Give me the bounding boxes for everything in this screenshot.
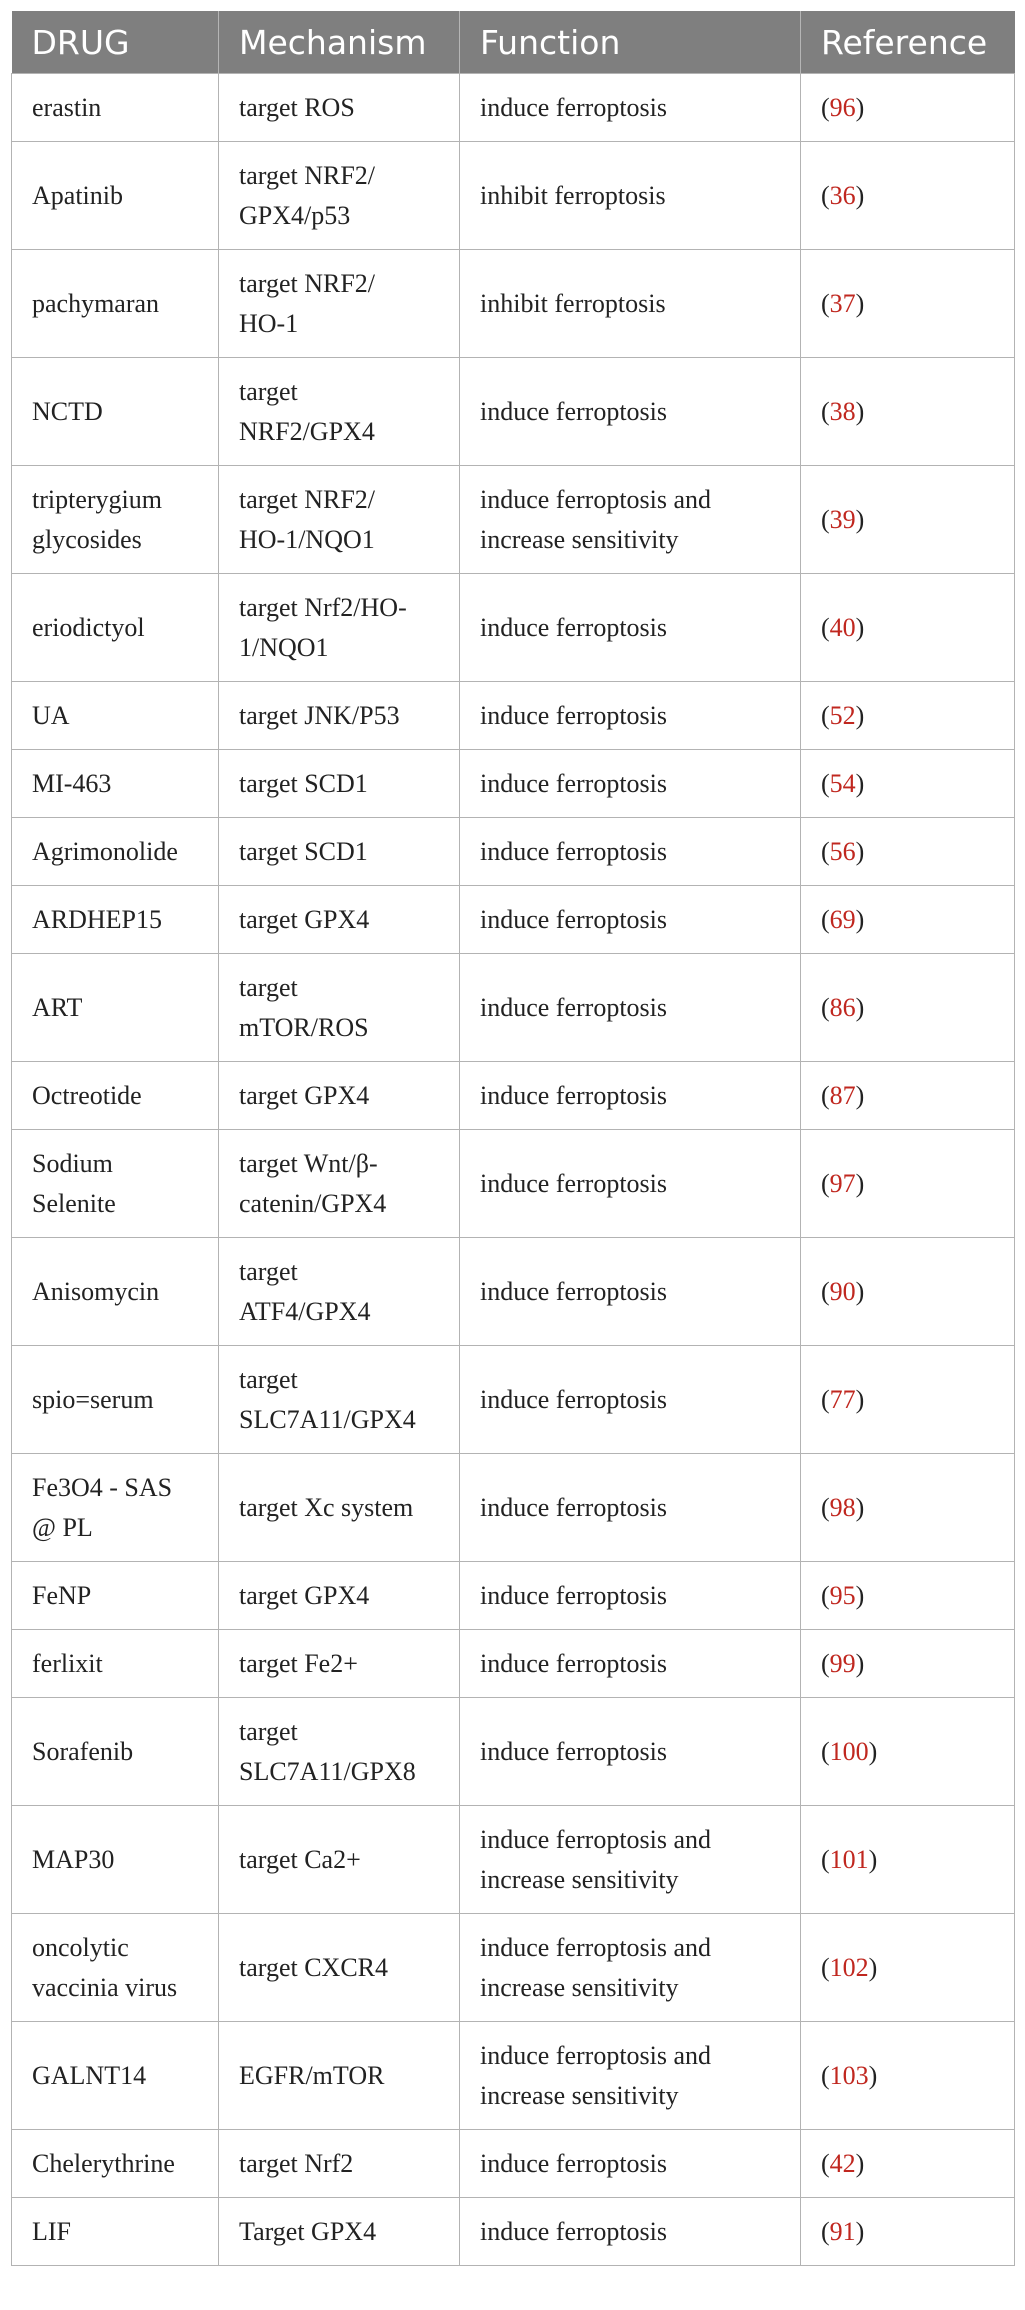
mechanism-cell-text: target Wnt/β- catenin/GPX4 bbox=[239, 1148, 387, 1218]
table-row bbox=[12, 1630, 1015, 1698]
function-cell bbox=[460, 1698, 801, 1806]
function-cell-text: induce ferroptosis bbox=[480, 396, 668, 426]
reference-cell: (101) bbox=[801, 1806, 1015, 1914]
mechanism-cell-text: target ATF4/GPX4 bbox=[239, 1256, 371, 1326]
function-cell bbox=[460, 1454, 801, 1562]
drug-cell bbox=[12, 358, 219, 466]
mechanism-cell bbox=[219, 1698, 460, 1806]
function-cell-text: induce ferroptosis bbox=[480, 700, 668, 730]
table-row bbox=[12, 1454, 1015, 1562]
function-cell bbox=[460, 2022, 801, 2130]
reference-link[interactable]: 40 bbox=[829, 612, 856, 642]
function-cell-text: induce ferroptosis bbox=[480, 1492, 668, 1522]
mechanism-cell bbox=[219, 574, 460, 682]
reference-cell: (90) bbox=[801, 1238, 1015, 1346]
reference-cell: (98) bbox=[801, 1454, 1015, 1562]
function-cell bbox=[460, 1914, 801, 2022]
reference-link[interactable]: 90 bbox=[829, 1276, 856, 1306]
drug-cell bbox=[12, 74, 219, 142]
table-container bbox=[11, 11, 1014, 2266]
drug-cell-text: Apatinib bbox=[32, 180, 123, 210]
reference-cell: (86) bbox=[801, 954, 1015, 1062]
drug-cell-text: FeNP bbox=[32, 1580, 92, 1610]
function-cell-text: induce ferroptosis and increase sensitivity bbox=[480, 2040, 712, 2110]
mechanism-cell-text: target Xc system bbox=[239, 1492, 414, 1522]
mechanism-cell bbox=[219, 358, 460, 466]
mechanism-cell bbox=[219, 1562, 460, 1630]
function-cell-text: induce ferroptosis bbox=[480, 612, 668, 642]
drug-cell bbox=[12, 1698, 219, 1806]
mechanism-cell bbox=[219, 74, 460, 142]
table-row bbox=[12, 1130, 1015, 1238]
drug-cell bbox=[12, 1346, 219, 1454]
reference-link[interactable]: 77 bbox=[829, 1384, 856, 1414]
mechanism-cell-text: EGFR/mTOR bbox=[239, 2060, 385, 2090]
reference-link[interactable]: 98 bbox=[829, 1492, 856, 1522]
drug-cell bbox=[12, 1914, 219, 2022]
reference-link[interactable]: 95 bbox=[829, 1580, 856, 1610]
mechanism-cell bbox=[219, 250, 460, 358]
mechanism-cell-text: target GPX4 bbox=[239, 1080, 370, 1110]
mechanism-cell bbox=[219, 1630, 460, 1698]
reference-link[interactable]: 42 bbox=[829, 2148, 856, 2178]
table-row bbox=[12, 1062, 1015, 1130]
mechanism-cell-text: target mTOR/ROS bbox=[239, 972, 369, 1042]
reference-cell: (77) bbox=[801, 1346, 1015, 1454]
function-cell-text: induce ferroptosis bbox=[480, 1080, 668, 1110]
function-cell-text: induce ferroptosis bbox=[480, 1384, 668, 1414]
function-cell-text: induce ferroptosis bbox=[480, 1168, 668, 1198]
reference-cell: (39) bbox=[801, 466, 1015, 574]
mechanism-cell-text: target SCD1 bbox=[239, 836, 368, 866]
function-cell-text: induce ferroptosis bbox=[480, 904, 668, 934]
drug-cell-text: GALNT14 bbox=[32, 2060, 147, 2090]
table-row bbox=[12, 574, 1015, 682]
mechanism-cell-text: target NRF2/ GPX4/p53 bbox=[239, 160, 376, 230]
function-cell-text: induce ferroptosis bbox=[480, 1648, 668, 1678]
mechanism-cell bbox=[219, 750, 460, 818]
function-cell-text: induce ferroptosis and increase sensitivity bbox=[480, 484, 712, 554]
drug-cell bbox=[12, 2130, 219, 2198]
mechanism-cell-text: target Fe2+ bbox=[239, 1648, 358, 1678]
reference-cell: (36) bbox=[801, 142, 1015, 250]
reference-link[interactable]: 87 bbox=[829, 1080, 856, 1110]
table-row bbox=[12, 1914, 1015, 2022]
mechanism-cell bbox=[219, 466, 460, 574]
reference-link[interactable]: 96 bbox=[829, 92, 856, 122]
function-cell bbox=[460, 74, 801, 142]
function-cell-text: induce ferroptosis bbox=[480, 836, 668, 866]
mechanism-cell bbox=[219, 682, 460, 750]
drug-cell bbox=[12, 1630, 219, 1698]
mechanism-cell-text: target GPX4 bbox=[239, 1580, 370, 1610]
mechanism-cell-text: target GPX4 bbox=[239, 904, 370, 934]
table-row bbox=[12, 818, 1015, 886]
function-cell bbox=[460, 2130, 801, 2198]
reference-link[interactable]: 103 bbox=[829, 2060, 869, 2090]
reference-cell: (91) bbox=[801, 2198, 1015, 2266]
header-function: Function bbox=[460, 11, 801, 74]
function-cell-text: induce ferroptosis bbox=[480, 768, 668, 798]
mechanism-cell-text: target Nrf2/HO- 1/NQO1 bbox=[239, 592, 407, 662]
table-row bbox=[12, 1698, 1015, 1806]
function-cell bbox=[460, 1238, 801, 1346]
reference-cell: (103) bbox=[801, 2022, 1015, 2130]
mechanism-cell-text: target ROS bbox=[239, 92, 355, 122]
table-row bbox=[12, 886, 1015, 954]
drug-cell bbox=[12, 818, 219, 886]
drug-cell-text: Fe3O4 - SAS @ PL bbox=[32, 1472, 173, 1542]
table-body bbox=[12, 74, 1015, 2266]
function-cell-text: induce ferroptosis bbox=[480, 1736, 668, 1766]
table-row bbox=[12, 1562, 1015, 1630]
function-cell-text: induce ferroptosis bbox=[480, 1276, 668, 1306]
reference-link[interactable]: 38 bbox=[829, 396, 856, 426]
function-cell bbox=[460, 250, 801, 358]
drug-cell bbox=[12, 466, 219, 574]
mechanism-cell bbox=[219, 1238, 460, 1346]
function-cell bbox=[460, 2198, 801, 2266]
function-cell bbox=[460, 466, 801, 574]
function-cell bbox=[460, 1062, 801, 1130]
function-cell bbox=[460, 1346, 801, 1454]
table-row bbox=[12, 1346, 1015, 1454]
drug-cell bbox=[12, 1454, 219, 1562]
table-row bbox=[12, 74, 1015, 142]
reference-cell: (52) bbox=[801, 682, 1015, 750]
reference-link[interactable]: 100 bbox=[829, 1736, 869, 1766]
reference-cell: (99) bbox=[801, 1630, 1015, 1698]
drug-cell-text: Sorafenib bbox=[32, 1736, 134, 1766]
reference-link[interactable]: 99 bbox=[829, 1648, 856, 1678]
mechanism-cell bbox=[219, 886, 460, 954]
drug-cell-text: MI-463 bbox=[32, 768, 112, 798]
function-cell bbox=[460, 682, 801, 750]
mechanism-cell bbox=[219, 1454, 460, 1562]
table-row bbox=[12, 2130, 1015, 2198]
reference-cell: (95) bbox=[801, 1562, 1015, 1630]
drug-cell-text: pachymaran bbox=[32, 288, 160, 318]
drug-cell-text: spio=serum bbox=[32, 1384, 154, 1414]
mechanism-cell-text: Target GPX4 bbox=[239, 2216, 377, 2246]
drug-cell-text: ferlixit bbox=[32, 1648, 103, 1678]
drug-cell-text: oncolytic vaccinia virus bbox=[32, 1932, 178, 2002]
function-cell bbox=[460, 358, 801, 466]
reference-cell: (40) bbox=[801, 574, 1015, 682]
function-cell bbox=[460, 750, 801, 818]
drug-cell-text: ART bbox=[32, 992, 83, 1022]
mechanism-cell-text: target SLC7A11/GPX4 bbox=[239, 1364, 416, 1434]
drug-cell-text: ARDHEP15 bbox=[32, 904, 163, 934]
table-row bbox=[12, 2022, 1015, 2130]
function-cell-text: induce ferroptosis and increase sensitivity bbox=[480, 1932, 712, 2002]
reference-link[interactable]: 69 bbox=[829, 904, 856, 934]
mechanism-cell bbox=[219, 2130, 460, 2198]
reference-cell: (56) bbox=[801, 818, 1015, 886]
mechanism-cell bbox=[219, 954, 460, 1062]
drug-cell bbox=[12, 1062, 219, 1130]
drug-cell bbox=[12, 750, 219, 818]
reference-cell: (87) bbox=[801, 1062, 1015, 1130]
reference-cell: (54) bbox=[801, 750, 1015, 818]
function-cell bbox=[460, 818, 801, 886]
reference-link[interactable]: 52 bbox=[829, 700, 856, 730]
function-cell-text: induce ferroptosis bbox=[480, 92, 668, 122]
reference-cell: (102) bbox=[801, 1914, 1015, 2022]
function-cell bbox=[460, 1806, 801, 1914]
reference-cell: (69) bbox=[801, 886, 1015, 954]
reference-link[interactable]: 102 bbox=[829, 1952, 869, 1982]
function-cell bbox=[460, 1130, 801, 1238]
mechanism-cell-text: target SLC7A11/GPX8 bbox=[239, 1716, 416, 1786]
drug-cell bbox=[12, 2022, 219, 2130]
drug-cell bbox=[12, 250, 219, 358]
header-mechanism: Mechanism bbox=[219, 11, 460, 74]
drug-cell-text: NCTD bbox=[32, 396, 103, 426]
mechanism-cell-text: target NRF2/GPX4 bbox=[239, 376, 375, 446]
drug-cell bbox=[12, 142, 219, 250]
mechanism-cell bbox=[219, 142, 460, 250]
reference-link[interactable]: 101 bbox=[829, 1844, 869, 1874]
drug-cell-text: MAP30 bbox=[32, 1844, 115, 1874]
function-cell bbox=[460, 886, 801, 954]
mechanism-cell bbox=[219, 2198, 460, 2266]
drug-cell-text: UA bbox=[32, 700, 70, 730]
drug-cell-text: eriodictyol bbox=[32, 612, 145, 642]
reference-link[interactable]: 39 bbox=[829, 504, 856, 534]
drug-cell-text: LIF bbox=[32, 2216, 71, 2246]
drug-cell-text: Agrimonolide bbox=[32, 836, 178, 866]
mechanism-cell bbox=[219, 1346, 460, 1454]
drug-cell bbox=[12, 682, 219, 750]
header-reference: Reference bbox=[801, 11, 1015, 74]
drug-cell-text: Octreotide bbox=[32, 1080, 142, 1110]
drug-cell bbox=[12, 1130, 219, 1238]
function-cell-text: induce ferroptosis bbox=[480, 2216, 668, 2246]
reference-link[interactable]: 91 bbox=[829, 2216, 856, 2246]
table-row bbox=[12, 2198, 1015, 2266]
mechanism-cell bbox=[219, 1914, 460, 2022]
table-row bbox=[12, 1238, 1015, 1346]
table-row bbox=[12, 358, 1015, 466]
table-row bbox=[12, 1806, 1015, 1914]
mechanism-cell-text: target NRF2/ HO-1/NQO1 bbox=[239, 484, 376, 554]
header-row bbox=[12, 11, 1015, 74]
reference-cell: (42) bbox=[801, 2130, 1015, 2198]
drug-cell bbox=[12, 1806, 219, 1914]
function-cell bbox=[460, 142, 801, 250]
drug-cell bbox=[12, 1562, 219, 1630]
mechanism-cell bbox=[219, 1806, 460, 1914]
reference-link[interactable]: 56 bbox=[829, 836, 856, 866]
function-cell bbox=[460, 1630, 801, 1698]
drug-cell bbox=[12, 954, 219, 1062]
reference-cell: (38) bbox=[801, 358, 1015, 466]
table-row bbox=[12, 142, 1015, 250]
drug-cell bbox=[12, 1238, 219, 1346]
drug-cell-text: erastin bbox=[32, 92, 102, 122]
reference-cell: (37) bbox=[801, 250, 1015, 358]
drug-cell bbox=[12, 2198, 219, 2266]
function-cell bbox=[460, 574, 801, 682]
table-row bbox=[12, 750, 1015, 818]
function-cell-text: inhibit ferroptosis bbox=[480, 288, 666, 318]
drug-cell bbox=[12, 886, 219, 954]
drug-table bbox=[11, 11, 1015, 2266]
drug-cell-text: tripterygium glycosides bbox=[32, 484, 162, 554]
drug-cell-text: Sodium Selenite bbox=[32, 1148, 116, 1218]
mechanism-cell bbox=[219, 1130, 460, 1238]
function-cell-text: induce ferroptosis bbox=[480, 1580, 668, 1610]
drug-cell bbox=[12, 574, 219, 682]
reference-link[interactable]: 86 bbox=[829, 992, 856, 1022]
mechanism-cell-text: target SCD1 bbox=[239, 768, 368, 798]
mechanism-cell bbox=[219, 818, 460, 886]
mechanism-cell bbox=[219, 1062, 460, 1130]
reference-cell: (97) bbox=[801, 1130, 1015, 1238]
drug-cell-text: Chelerythrine bbox=[32, 2148, 175, 2178]
function-cell bbox=[460, 954, 801, 1062]
reference-cell: (100) bbox=[801, 1698, 1015, 1806]
mechanism-cell bbox=[219, 2022, 460, 2130]
reference-link[interactable]: 37 bbox=[829, 288, 856, 318]
mechanism-cell-text: target Ca2+ bbox=[239, 1844, 361, 1874]
function-cell bbox=[460, 1562, 801, 1630]
function-cell-text: induce ferroptosis bbox=[480, 992, 668, 1022]
function-cell-text: induce ferroptosis and increase sensitivity bbox=[480, 1824, 712, 1894]
mechanism-cell-text: target CXCR4 bbox=[239, 1952, 389, 1982]
table-row bbox=[12, 466, 1015, 574]
mechanism-cell-text: target JNK/P53 bbox=[239, 700, 400, 730]
function-cell-text: induce ferroptosis bbox=[480, 2148, 668, 2178]
table-row bbox=[12, 954, 1015, 1062]
reference-cell: (96) bbox=[801, 74, 1015, 142]
function-cell-text: inhibit ferroptosis bbox=[480, 180, 666, 210]
drug-cell-text: Anisomycin bbox=[32, 1276, 160, 1306]
reference-link[interactable]: 54 bbox=[829, 768, 856, 798]
reference-link[interactable]: 36 bbox=[829, 180, 856, 210]
table-row bbox=[12, 682, 1015, 750]
reference-link[interactable]: 97 bbox=[829, 1168, 856, 1198]
mechanism-cell-text: target Nrf2 bbox=[239, 2148, 354, 2178]
table-row bbox=[12, 250, 1015, 358]
header-drug: DRUG bbox=[12, 11, 219, 74]
mechanism-cell-text: target NRF2/ HO-1 bbox=[239, 268, 376, 338]
